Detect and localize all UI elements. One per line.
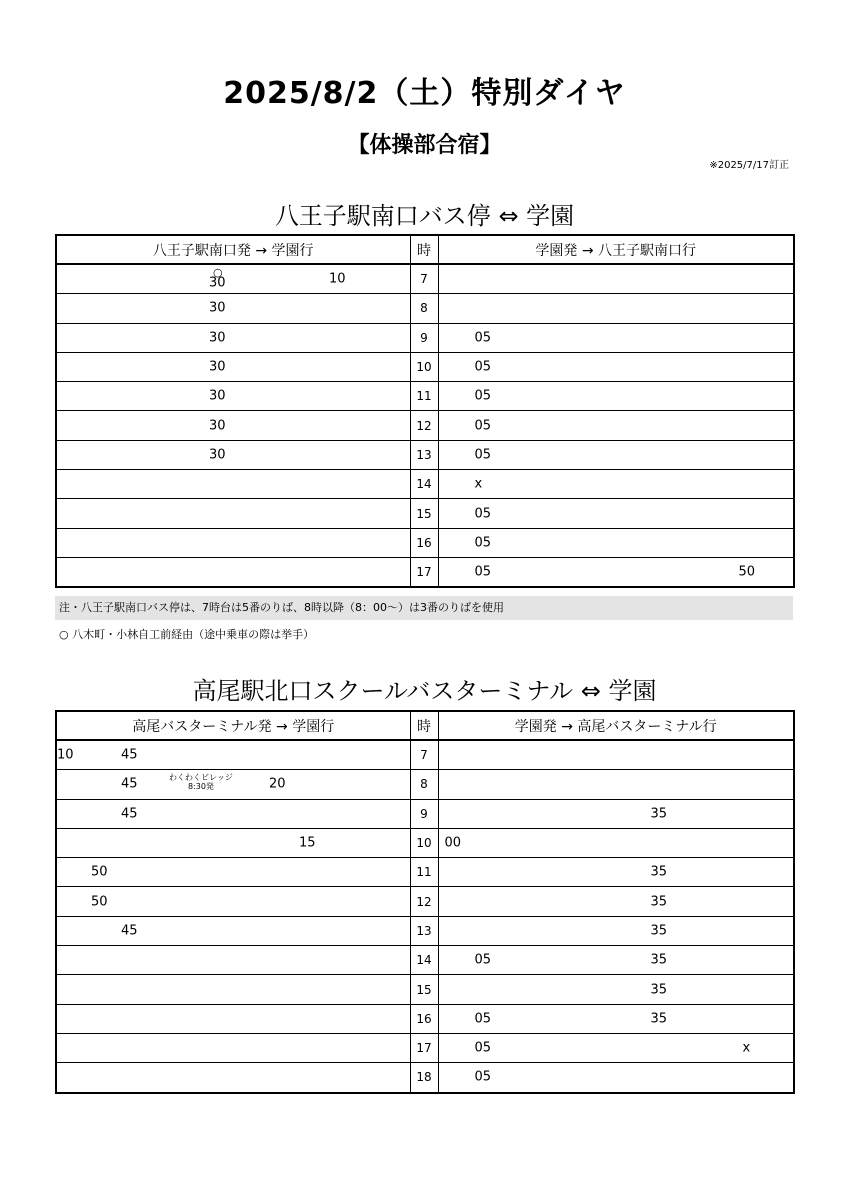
page-title: 2025/8/2（土）特別ダイヤ	[223, 76, 626, 111]
departure-time: 05	[474, 418, 492, 434]
departure-cell	[56, 916, 410, 945]
column-header-departure-takao: 高尾バスターミナル発 → 学園行	[56, 711, 410, 740]
hour-cell: 12	[410, 887, 438, 916]
page-subtitle: 【体操部合宿】	[347, 133, 502, 158]
departure-cell	[56, 470, 410, 499]
departure-cell	[56, 352, 410, 381]
departure-time: 30	[209, 275, 226, 291]
departure-time: 05	[474, 564, 492, 580]
hour-cell: 7	[410, 264, 438, 294]
table-row	[56, 264, 794, 294]
table-row	[56, 858, 794, 887]
departure-time: 05	[474, 330, 492, 346]
table-row	[56, 770, 794, 799]
hour-cell: 15	[410, 499, 438, 528]
departure-cell	[438, 440, 794, 469]
departure-time: 45	[121, 806, 138, 822]
table-row	[56, 528, 794, 557]
departure-cell	[438, 946, 794, 975]
departure-cell	[56, 264, 410, 294]
departure-time: 05	[474, 388, 492, 404]
timetable-takao	[55, 710, 795, 1094]
departure-time: 05	[474, 1069, 492, 1085]
departure-cell	[56, 557, 410, 587]
departure-time: 00	[444, 835, 462, 851]
revision-note: ※2025/7/17訂正	[709, 160, 789, 171]
hour-cell: 9	[410, 799, 438, 828]
table-row	[56, 828, 794, 857]
table-row	[56, 740, 794, 770]
departure-time: 05	[474, 359, 492, 375]
departure-time: 50	[91, 864, 108, 880]
departure-cell	[438, 916, 794, 945]
table-row	[56, 916, 794, 945]
hour-cell: 14	[410, 946, 438, 975]
table-row	[56, 352, 794, 381]
hour-cell: 8	[410, 294, 438, 323]
table-row	[56, 557, 794, 587]
departure-cell	[56, 740, 410, 770]
departure-cell	[56, 382, 410, 411]
departure-time: 05	[474, 952, 492, 968]
departure-cell	[56, 770, 410, 799]
departure-cell	[56, 1033, 410, 1062]
hour-cell: 10	[410, 352, 438, 381]
route-legend: ○ 八木町・小林自工前経由（途中乗車の際は挙手）	[59, 628, 315, 641]
departure-cell	[56, 975, 410, 1004]
departure-cell	[438, 799, 794, 828]
hour-cell: 13	[410, 916, 438, 945]
departure-time: 10	[57, 747, 74, 763]
column-header-departure-campus: 学園発 → 八王子駅南口行	[438, 235, 794, 264]
departure-cell	[438, 887, 794, 916]
table-row	[56, 1033, 794, 1062]
column-header-departure-campus: 学園発 → 高尾バスターミナル行	[438, 711, 794, 740]
departure-cell	[56, 1063, 410, 1093]
departure-time: 45	[121, 776, 138, 792]
departure-time: 15	[299, 835, 316, 851]
departure-time: 30	[209, 300, 226, 316]
departure-cell	[56, 528, 410, 557]
table-row	[56, 1004, 794, 1033]
departure-time: 35	[650, 806, 668, 822]
hour-cell: 11	[410, 382, 438, 411]
via-marker: ○	[213, 266, 223, 279]
departure-cell	[438, 975, 794, 1004]
departure-time: 35	[650, 982, 668, 998]
departure-cell	[56, 411, 410, 440]
departure-time: 35	[650, 923, 668, 939]
departure-time: 50	[91, 894, 108, 910]
departure-time: 05	[474, 506, 492, 522]
departure-cell	[438, 382, 794, 411]
departure-cell	[56, 294, 410, 323]
boarding-note: 注・八王子駅南口バス停は、7時台は5番のりば、8時以降（8：00～）は3番のりばを使用	[55, 596, 793, 620]
departure-time: 30	[209, 447, 226, 463]
departure-cell	[56, 858, 410, 887]
departure-cell	[56, 887, 410, 916]
departure-cell	[438, 470, 794, 499]
departure-time: 20	[269, 776, 286, 792]
departure-time: 35	[650, 894, 668, 910]
departure-cell	[56, 499, 410, 528]
departure-time: 05	[474, 1011, 492, 1027]
timetable-hachioji	[55, 234, 795, 588]
departure-time: x	[742, 1040, 751, 1056]
departure-cell	[56, 323, 410, 352]
table-row	[56, 411, 794, 440]
departure-time: 30	[209, 418, 226, 434]
table-row	[56, 975, 794, 1004]
hour-cell: 8	[410, 770, 438, 799]
hour-cell: 16	[410, 1004, 438, 1033]
departure-cell	[56, 1004, 410, 1033]
hour-cell: 11	[410, 858, 438, 887]
departure-time: 50	[738, 564, 756, 580]
departure-cell	[56, 946, 410, 975]
hour-cell: 15	[410, 975, 438, 1004]
section2-title: 高尾駅北口スクールバスターミナル ⇔ 学園	[192, 677, 657, 705]
departure-cell	[438, 1033, 794, 1062]
departure-cell	[438, 294, 794, 323]
table-row	[56, 1063, 794, 1093]
departure-cell	[438, 323, 794, 352]
departure-time: 30	[209, 388, 226, 404]
departure-cell	[438, 499, 794, 528]
departure-cell	[438, 1004, 794, 1033]
table-row	[56, 887, 794, 916]
departure-cell	[438, 1063, 794, 1093]
departure-cell	[438, 740, 794, 770]
table-row	[56, 470, 794, 499]
hour-cell: 18	[410, 1063, 438, 1093]
departure-time: 05	[474, 535, 492, 551]
departure-cell	[438, 264, 794, 294]
table-row	[56, 799, 794, 828]
departure-cell	[438, 352, 794, 381]
departure-time: 30	[209, 359, 226, 375]
departure-time: 05	[474, 1040, 492, 1056]
table-row	[56, 323, 794, 352]
table-row	[56, 499, 794, 528]
departure-cell	[438, 828, 794, 857]
departure-time: 45	[121, 923, 138, 939]
departure-cell	[56, 440, 410, 469]
departure-time: 35	[650, 864, 668, 880]
column-header-departure-hachioji: 八王子駅南口発 → 学園行	[56, 235, 410, 264]
departure-cell	[56, 799, 410, 828]
departure-time: 45	[121, 747, 138, 763]
hour-cell: 13	[410, 440, 438, 469]
departure-cell	[438, 858, 794, 887]
section1-title: 八王子駅南口バス停 ⇔ 学園	[274, 202, 575, 230]
departure-cell	[438, 411, 794, 440]
hour-cell: 10	[410, 828, 438, 857]
departure-time: x	[474, 476, 483, 492]
hour-cell: 17	[410, 557, 438, 587]
departure-time: 05	[474, 447, 492, 463]
hour-cell: 9	[410, 323, 438, 352]
hour-cell: 7	[410, 740, 438, 770]
departure-time: 10	[329, 271, 346, 287]
column-header-hour: 時	[410, 235, 438, 264]
departure-cell	[56, 828, 410, 857]
hour-cell: 16	[410, 528, 438, 557]
departure-time: 35	[650, 952, 668, 968]
hour-cell: 14	[410, 470, 438, 499]
table-row	[56, 440, 794, 469]
hour-cell: 12	[410, 411, 438, 440]
departure-cell	[438, 770, 794, 799]
departure-cell	[438, 528, 794, 557]
departure-cell	[438, 557, 794, 587]
departure-time: 30	[209, 330, 226, 346]
departure-time: 35	[650, 1011, 668, 1027]
table-row	[56, 294, 794, 323]
column-header-hour: 時	[410, 711, 438, 740]
table-row	[56, 946, 794, 975]
origin-note: わくわくビレッジ 8:30発	[169, 773, 233, 792]
table-row	[56, 382, 794, 411]
hour-cell: 17	[410, 1033, 438, 1062]
